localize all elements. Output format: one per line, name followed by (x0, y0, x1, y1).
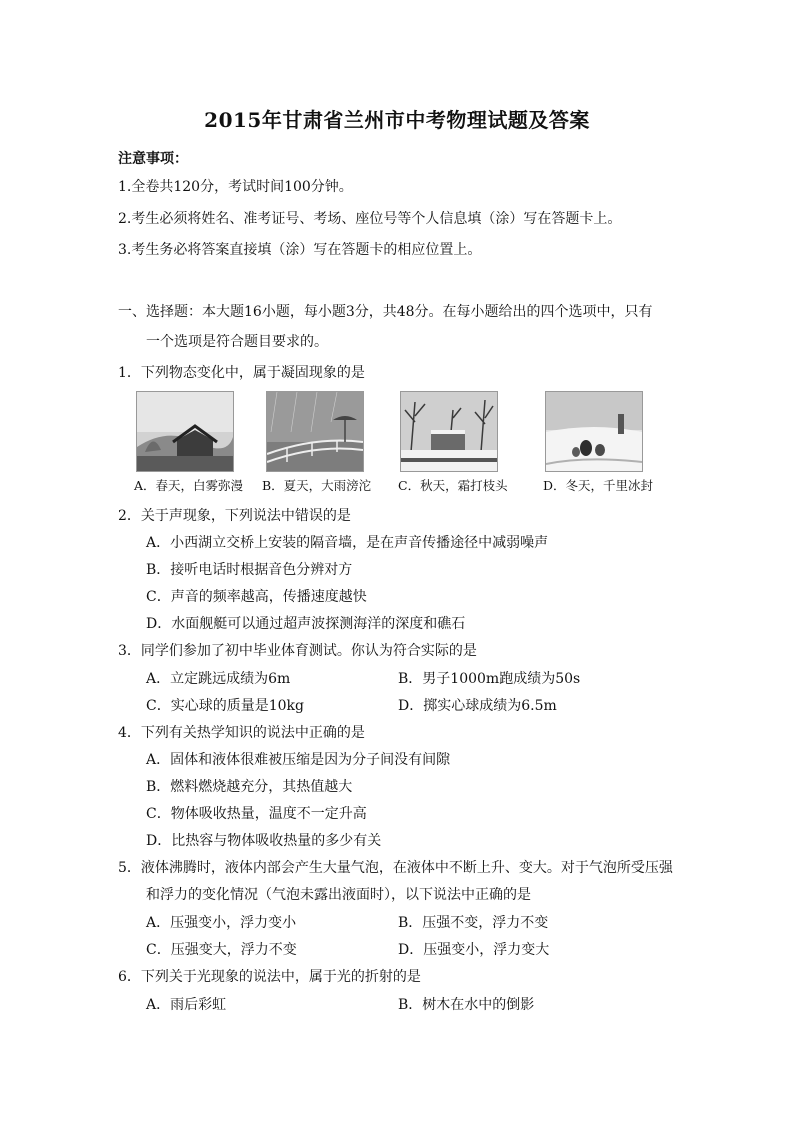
option-line: A．压强变小，浮力变小 (146, 915, 297, 931)
notice-item: 2.考生必须将姓名、准考证号、考场、座位号等个人信息填（涂）写在答题卡上。 (118, 211, 622, 227)
option-line: B．燃料燃烧越充分，其热值越大 (146, 779, 353, 795)
question-stem: 6．下列关于光现象的说法中，属于光的折射的是 (118, 969, 421, 985)
option-line: B．男子1000m跑成绩为50s (398, 671, 581, 687)
section-heading-cont: 一个选项是符合题目要求的。 (146, 334, 328, 350)
ice-photo (545, 391, 643, 472)
question-stem: 5．液体沸腾时，液体内部会产生大量气泡，在液体中不断上升、变大。对于气泡所受压强 (118, 860, 673, 876)
frost-photo (400, 391, 498, 472)
option-line: C．声音的频率越高，传播速度越快 (146, 589, 367, 605)
option-line: B．接听电话时根据音色分辨对方 (146, 562, 353, 578)
question-stem: 3．同学们参加了初中毕业体育测试。你认为符合实际的是 (118, 643, 477, 659)
option-line: A．立定跳远成绩为6m (146, 671, 291, 687)
notice-item: 3.考生务必将答案直接填（涂）写在答题卡的相应位置上。 (118, 242, 482, 258)
fog-photo (136, 391, 234, 472)
rain-photo (266, 391, 364, 472)
option-line: B．树木在水中的倒影 (398, 997, 535, 1013)
option-line: C．实心球的质量是10kg (146, 698, 304, 714)
option-line: A．雨后彩虹 (146, 997, 227, 1013)
option-label: D．冬天，千里冰封 (543, 478, 654, 493)
question-stem-cont: 和浮力的变化情况（气泡未露出液面时），以下说法中正确的是 (146, 887, 531, 903)
option-label: A．春天，白雾弥漫 (134, 478, 244, 493)
page-title: 2015年甘肃省兰州市中考物理试题及答案 (204, 108, 590, 132)
option-line: D．水面舰艇可以通过超声波探测海洋的深度和礁石 (146, 616, 466, 632)
question-stem: 4．下列有关热学知识的说法中正确的是 (118, 725, 365, 741)
section-heading: 一、选择题：本大题16小题，每小题3分，共48分。在每小题给出的四个选项中，只有 (118, 304, 653, 320)
question-stem: 2．关于声现象，下列说法中错误的是 (118, 508, 351, 524)
option-line: A．小西湖立交桥上安装的隔音墙，是在声音传播途径中减弱噪声 (146, 535, 549, 551)
option-line: B．压强不变，浮力不变 (398, 915, 549, 931)
option-line: D．压强变小，浮力变大 (398, 942, 550, 958)
option-label: B．夏天，大雨滂沱 (262, 478, 372, 493)
option-label: C．秋天，霜打枝头 (398, 478, 508, 493)
option-line: C．压强变大，浮力不变 (146, 942, 297, 958)
option-line: C．物体吸收热量，温度不一定升高 (146, 806, 367, 822)
question-stem: 1．下列物态变化中，属于凝固现象的是 (118, 365, 365, 381)
option-line: D．掷实心球成绩为6.5m (398, 698, 557, 714)
notice-heading: 注意事项： (118, 151, 188, 167)
notice-item: 1.全卷共120分，考试时间100分钟。 (118, 179, 353, 195)
option-line: A．固体和液体很难被压缩是因为分子间没有间隙 (146, 752, 451, 768)
option-line: D．比热容与物体吸收热量的多少有关 (146, 833, 382, 849)
